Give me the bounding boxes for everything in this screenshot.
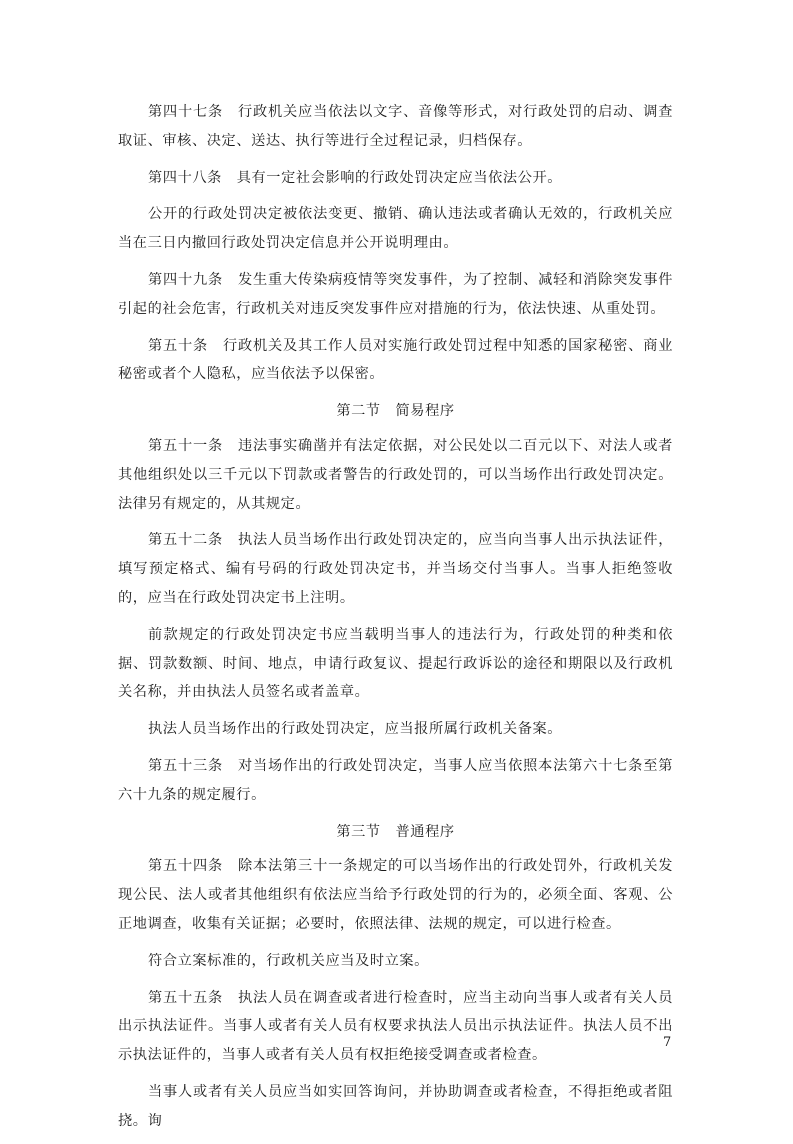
article-54-paragraph-2: 符合立案标准的，行政机关应当及时立案。 (148, 952, 429, 969)
article-52-paragraph-3: 执法人员当场作出的行政处罚决定，应当报所属行政机关备案。 (148, 721, 563, 738)
article-49: 第四十九条 发生重大传染病疫情等突发事件，为了控制、减轻和消除突发事件引起的社会危害，行政机关对违反突发事件应对措施的行为，依法快速、从重处罚。 (118, 271, 673, 317)
page-number: 7 (663, 1035, 672, 1050)
article-52: 第五十二条 执法人员当场作出行政处罚决定的，应当向当事人出示执法证件，填写预定格式、编有号码的行政处罚决定书，并当场交付当事人。当事人拒绝签收的，应当在行政处罚决定书上注明。 (118, 532, 673, 606)
article-54: 第五十四条 除本法第三十一条规定的可以当场作出的行政处罚外，行政机关发现公民、法人或者其他组织有依法应当给予行政处罚的行为的，必须全面、客观、公正地调查，收集有关证据；必要时，依照法律、法规的规定，可以进行检查。 (118, 858, 673, 932)
article-50: 第五十条 行政机关及其工作人员对实施行政处罚过程中知悉的国家秘密、商业秘密或者个人隐私，应当依法予以保密。 (118, 337, 673, 383)
section-3-title: 第三节 普通程序 (336, 823, 455, 840)
article-53: 第五十三条 对当场作出的行政处罚决定，当事人应当依照本法第六十七条至第六十九条的规定履行。 (118, 757, 673, 803)
section-2-title: 第二节 简易程序 (336, 403, 455, 420)
article-55: 第五十五条 执法人员在调查或者进行检查时，应当主动向当事人或者有关人员出示执法证件。当事人或者有关人员有权要求执法人员出示执法证件。执法人员不出示执法证件的，当事人或者有关人员有权拒绝接受调查或者检查。 (118, 989, 673, 1064)
article-52-paragraph-2: 前款规定的行政处罚决定书应当载明当事人的违法行为，行政处罚的种类和依据、罚款数额、时间、地点，申请行政复议、提起行政诉讼的途径和期限以及行政机关名称，并由执法人员签名或者盖章。 (118, 626, 673, 701)
article-55-paragraph-2: 当事人或者有关人员应当如实回答询问，并协助调查或者检查，不得拒绝或者阻挠。询 (118, 1083, 673, 1129)
document-body (118, 98, 673, 1144)
article-47: 第四十七条 行政机关应当依法以文字、音像等形式，对行政处罚的启动、调查取证、审核、决定、送达、执行等进行全过程记录，归档保存。 (118, 104, 673, 149)
article-48-paragraph-2: 公开的行政处罚决定被依法变更、撤销、确认违法或者确认无效的，行政机关应当在三日内撤回行政处罚决定信息并公开说明理由。 (118, 206, 673, 252)
article-48: 第四十八条 具有一定社会影响的行政处罚决定应当依法公开。 (148, 169, 563, 186)
article-51: 第五十一条 违法事实确凿并有法定依据，对公民处以二百元以下、对法人或者其他组织处以三千元以下罚款或者警告的行政处罚的，可以当场作出行政处罚决定。法律另有规定的，从其规定。 (118, 437, 673, 512)
